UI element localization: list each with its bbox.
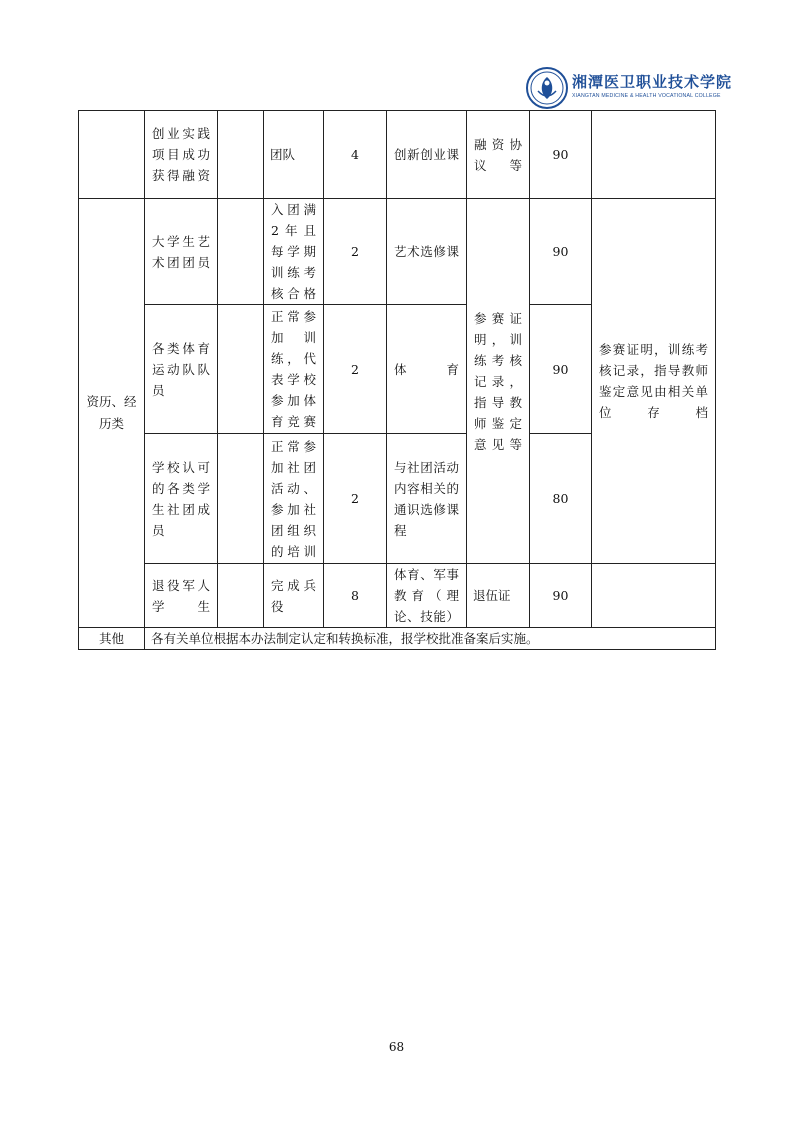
credit-conversion-table [78, 110, 716, 650]
empty-cell [218, 111, 264, 199]
table-row [79, 628, 716, 650]
course-cell: 创新创业课 [387, 111, 467, 199]
archive-cell-empty [592, 111, 716, 199]
evidence-cell: 融资协议等 [467, 111, 530, 199]
group-evidence-cell: 参赛证明，训练考核记录，指导教师鉴定意见等 [467, 199, 530, 564]
requirement-cell: 正常参加社团活动、参加社团组织的培训 [264, 434, 324, 564]
college-emblem-icon [526, 67, 568, 109]
credits-cell: 4 [324, 111, 387, 199]
credits-cell: 2 [324, 305, 387, 434]
course-cell: 与社团活动内容相关的通识选修课程 [387, 434, 467, 564]
college-name-cn: 湘潭医卫职业技术学院 [572, 73, 733, 91]
category-cell: 资历、经历类 [79, 199, 145, 628]
evidence-cell: 退伍证 [467, 564, 530, 628]
requirement-cell: 正常参加训练，代表学校参加体育竞赛 [264, 305, 324, 434]
requirement-cell: 完成兵役 [264, 564, 324, 628]
credits-cell: 8 [324, 564, 387, 628]
college-name-en: XIANGTAN MEDICINE & HEALTH VOCATIONAL COLLEGE [572, 93, 721, 99]
requirement-cell: 入团满2年且每学期训练考核合格 [264, 199, 324, 305]
item-cell: 各类体育运动队队员 [145, 305, 218, 434]
item-cell: 退役军人学生 [145, 564, 218, 628]
score-cell: 90 [530, 111, 592, 199]
college-logo [526, 67, 733, 111]
empty-cell [218, 199, 264, 305]
table-row [79, 199, 716, 305]
empty-cell [218, 434, 264, 564]
table-row [79, 111, 716, 199]
course-cell: 艺术选修课 [387, 199, 467, 305]
other-text-cell: 各有关单位根据本办法制定认定和转换标准，报学校批准备案后实施。 [145, 628, 716, 650]
requirement-cell: 团队 [264, 111, 324, 199]
empty-cell [218, 305, 264, 434]
page-number: 68 [388, 1040, 405, 1054]
archive-cell-empty [592, 564, 716, 628]
course-cell: 体育 [387, 305, 467, 434]
group-archive-cell: 参赛证明，训练考核记录，指导教师鉴定意见由相关单位存档 [592, 199, 716, 564]
score-cell: 90 [530, 305, 592, 434]
course-cell: 体育、军事教育（理论、技能） [387, 564, 467, 628]
score-cell: 90 [530, 564, 592, 628]
other-label-cell: 其他 [79, 628, 145, 650]
empty-cell [218, 564, 264, 628]
table-row [79, 564, 716, 628]
credits-cell: 2 [324, 434, 387, 564]
credits-cell: 2 [324, 199, 387, 305]
item-cell: 创业实践项目成功获得融资 [145, 111, 218, 199]
item-cell: 学校认可的各类学生社团成员 [145, 434, 218, 564]
score-cell: 80 [530, 434, 592, 564]
item-cell: 大学生艺术团团员 [145, 199, 218, 305]
category-cell-empty [79, 111, 145, 199]
score-cell: 90 [530, 199, 592, 305]
